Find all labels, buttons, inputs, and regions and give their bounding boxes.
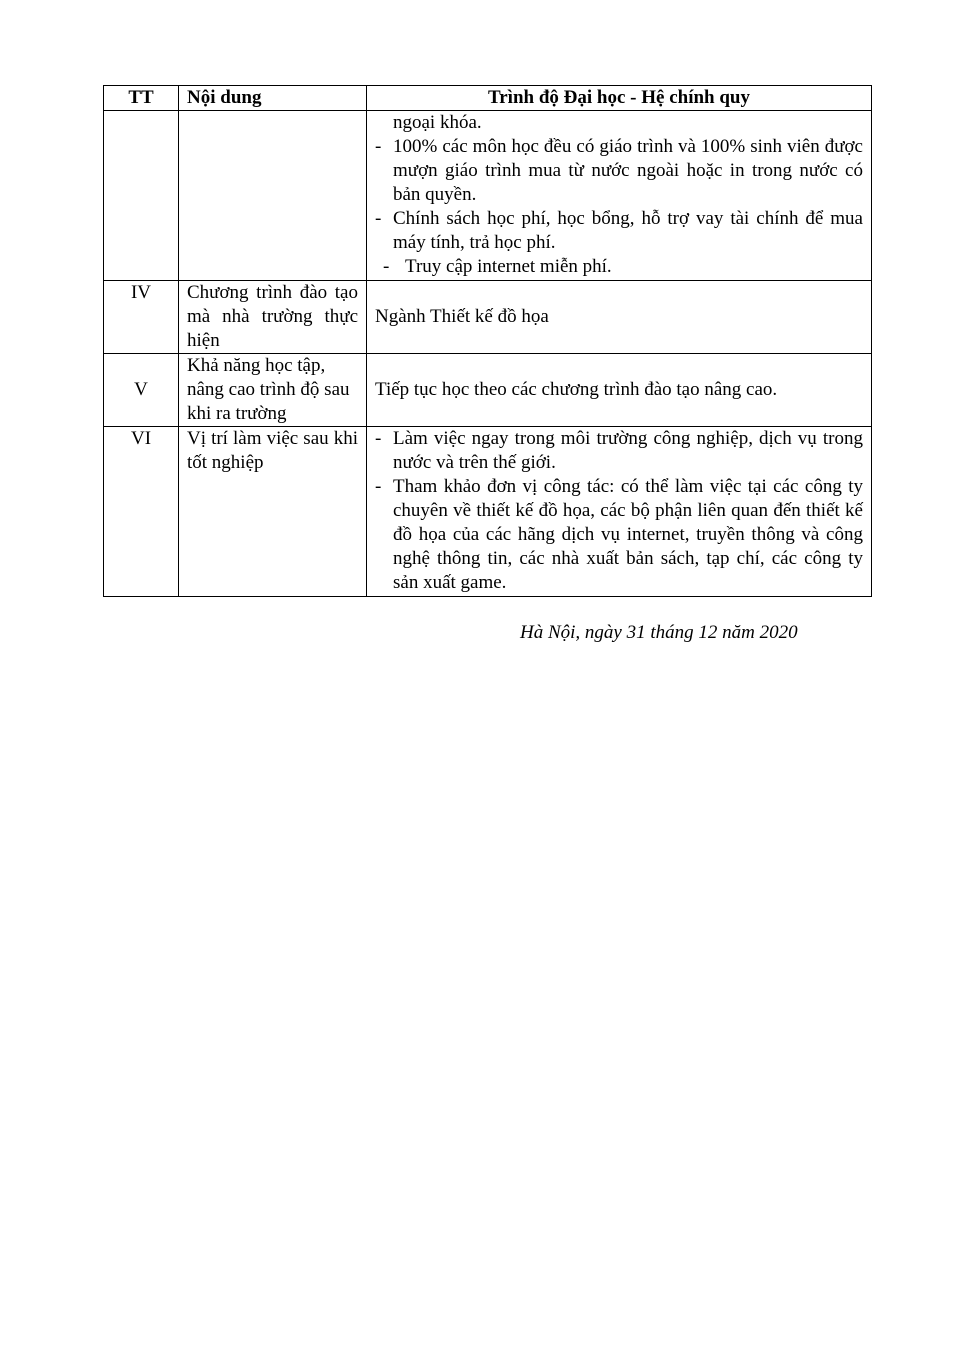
header-tt: TT — [104, 86, 179, 111]
cell-noi-dung: Vị trí làm việc sau khi tốt nghiệp — [179, 427, 367, 597]
list-item — [375, 475, 863, 595]
header-trinh-do: Trình độ Đại học - Hệ chính quy — [367, 86, 872, 111]
continued-line: ngoại khóa. — [393, 112, 482, 133]
dash-marker: - — [375, 476, 382, 497]
table-row-vi — [104, 427, 872, 597]
dash-marker: - — [375, 208, 382, 229]
header-noi-dung: Nội dung — [179, 86, 367, 111]
list-item — [375, 135, 863, 207]
cell-tt: IV — [104, 281, 179, 354]
cell-content — [367, 427, 872, 597]
date-line: Hà Nội, ngày 31 tháng 12 năm 2020 — [520, 622, 798, 643]
list-item-text: Chính sách học phí, học bổng, hỗ trợ vay tài chính để mua máy tính, trả học phí. — [393, 208, 863, 253]
cell-tt: VI — [104, 427, 179, 597]
cell-tt: V — [104, 354, 179, 427]
cell-content: Ngành Thiết kế đồ họa — [367, 281, 872, 354]
header-row — [104, 86, 872, 111]
table-row-v — [104, 354, 872, 427]
list-item-text: 100% các môn học đều có giáo trình và 100% sinh viên được mượn giáo trình mua từ nước ngoài hoặc in trong nước có bản quyền. — [393, 136, 863, 205]
list-item — [375, 207, 863, 255]
table-row-continued — [104, 111, 872, 281]
cell-content-continued — [367, 111, 872, 281]
list-item — [375, 255, 863, 279]
dash-marker: - — [383, 256, 390, 277]
list-item-text: Truy cập internet miễn phí. — [405, 256, 612, 277]
dash-marker: - — [375, 428, 382, 449]
cell-noi-dung: Chương trình đào tạo mà nhà trường thực hiện — [179, 281, 367, 354]
list-item-text: Làm việc ngay trong môi trường công nghiệp, dịch vụ trong nước và trên thế giới. — [393, 428, 863, 473]
cell-noi-dung: Khả năng học tập, nâng cao trình độ sau khi ra trường — [179, 354, 367, 427]
table-row-iv — [104, 281, 872, 354]
cell-tt-empty — [104, 111, 179, 281]
cell-noi-dung-empty — [179, 111, 367, 281]
cell-content: Tiếp tục học theo các chương trình đào tạo nâng cao. — [367, 354, 872, 427]
dash-marker: - — [375, 136, 382, 157]
info-table — [103, 85, 872, 597]
list-item — [375, 427, 863, 475]
list-item-text: Tham khảo đơn vị công tác: có thể làm việc tại các công ty chuyên về thiết kế đồ họa, các bộ phận liên quan đến thiết kế đồ họa của các hãng dịch vụ internet, truyền thông và công nghệ thông tin, các nhà xuất bản sách, tạp chí, các công ty sản xuất game. — [393, 476, 863, 593]
